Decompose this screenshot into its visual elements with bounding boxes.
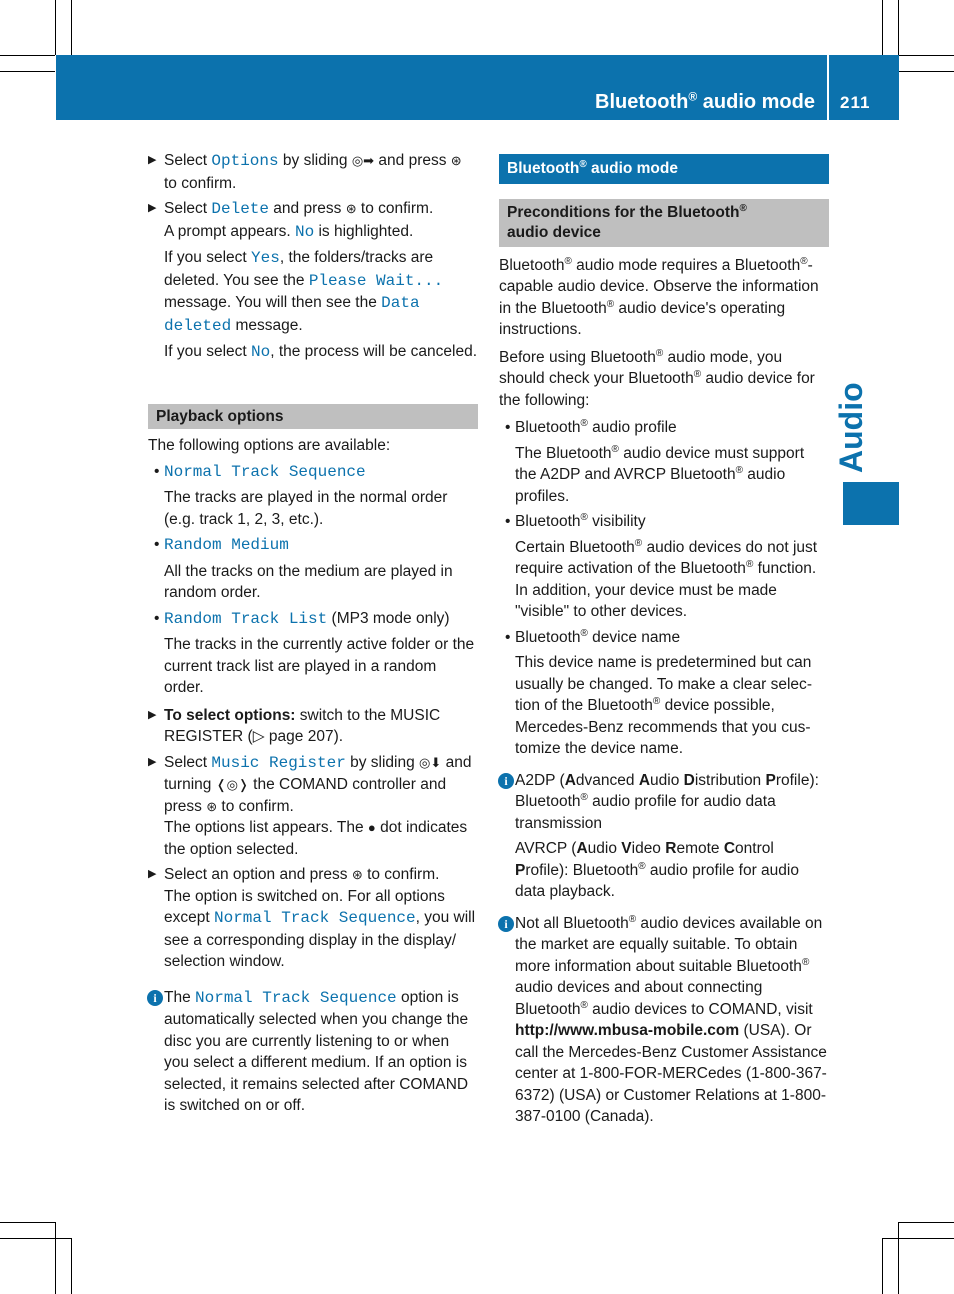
step-arrow-icon: ▶ bbox=[148, 868, 157, 880]
chapter-tab-label: Audio bbox=[833, 382, 869, 473]
crop-mark bbox=[899, 1222, 954, 1223]
list-item: • Bluetooth® visibility Certain Bluetooth® audio devices do not just require activation of the Bluetooth® function. In addition, your device must be made "visible" to other devices. bbox=[505, 511, 818, 620]
step-select-option: ▶ Select an option and press ⊛ to confirm. The option is switched on. For all options except Normal Track Sequence, you will see a corresponding display in the display/ selection window. bbox=[148, 866, 476, 970]
crop-mark bbox=[55, 1222, 56, 1294]
slide-right-icon: ◎➡ bbox=[351, 153, 375, 168]
list-item: • Bluetooth® audio profile The Bluetooth® audio device must support the A2DP and AVRCP Bluetooth® audio profiles. bbox=[505, 417, 805, 505]
crop-mark bbox=[882, 1238, 883, 1294]
page-number: 211 bbox=[840, 93, 871, 112]
turn-icon: ❬◎❭ bbox=[215, 777, 249, 792]
chapter-tab bbox=[843, 482, 899, 525]
left-column bbox=[148, 150, 478, 1117]
crop-mark bbox=[899, 55, 954, 56]
crop-mark bbox=[71, 1238, 72, 1294]
paragraph: Before using Bluetooth® audio mode, you should check your Bluetooth® audio device for the following: bbox=[499, 347, 815, 409]
list-item: • Random Track List (MP3 mode only) The tracks in the currently active folder or the current track list are played in a random order. bbox=[154, 609, 475, 696]
crop-mark bbox=[898, 1222, 899, 1294]
step-select-options: ▶ Select Options by sliding ◎➡ and press ⊛ to confirm. bbox=[148, 152, 462, 192]
step-arrow-icon: ▶ bbox=[148, 202, 157, 214]
info-note: i The Normal Track Sequence option is automatically selected when you change the disc you are currently listening to or when you select a different medium. If an option is selected, it remains selected after COMAND is switched on or off. bbox=[148, 987, 478, 1117]
crop-mark bbox=[0, 55, 55, 56]
slide-down-icon: ◎⬇ bbox=[419, 754, 442, 770]
subsection-heading-preconditions: Preconditions for the Bluetooth® audio device bbox=[499, 199, 829, 247]
intro-text: The following options are available: bbox=[148, 437, 391, 454]
page-header bbox=[56, 55, 899, 120]
crop-mark bbox=[0, 1222, 55, 1223]
info-note-profiles: i A2DP (Advanced Audio Distribution Profile): Bluetooth® audio profile for audio data transmission AVRCP (Audio Video Remote Control Profile): Bluetooth® audio profile for audio data playback. bbox=[499, 770, 829, 903]
press-icon: ⊛ bbox=[206, 798, 218, 814]
crop-mark bbox=[55, 0, 56, 55]
press-icon: ⊛ bbox=[351, 867, 363, 882]
info-icon: i bbox=[498, 773, 514, 789]
section-heading-playback: Playback options bbox=[148, 404, 478, 430]
crop-mark bbox=[882, 1238, 954, 1239]
header-divider bbox=[827, 55, 829, 120]
info-icon: i bbox=[147, 990, 163, 1006]
step-arrow-icon: ▶ bbox=[148, 755, 157, 768]
list-item: • Random Medium All the tracks on the medium are played in random order. bbox=[154, 536, 453, 601]
website-link[interactable]: http://www.mbusa-mobile.com bbox=[515, 1022, 740, 1039]
paragraph: Bluetooth® audio mode requires a Bluetooth®-capable audio device. Observe the information in the Bluetooth® audio device's operating instructions. bbox=[499, 255, 819, 338]
step-delete: ▶ Select Delete and press ⊛ to confirm. A prompt appears. No is highlighted. If you select Yes, the folders/tracks are deleted. You see the Please Wait... message. You will then see the Data deleted message. If you select No, the process will be canceled. bbox=[148, 200, 477, 361]
page-title: Bluetooth® audio mode bbox=[595, 89, 815, 113]
crop-mark bbox=[0, 1238, 71, 1239]
press-icon: ⊛ bbox=[450, 153, 462, 168]
info-note-devices: i Not all Bluetooth® audio devices available on the market are equally suitable. To obtain more information about suitable Bluetooth® audio devices and about connecting Bluetooth® audio devices to COMAND, visit http://www.mbusa-mobile.com (USA). Or call the Mercedes-Benz Customer Assistance center at 1-800-FOR-MERCedes (1-800-367-6372) (USA) or Customer Relations at 1-800-387-0100 (Canada). bbox=[499, 913, 829, 1128]
info-icon: i bbox=[498, 916, 514, 932]
dot-icon: ● bbox=[367, 820, 376, 835]
press-icon: ⊛ bbox=[345, 201, 357, 216]
step-arrow-icon: ▶ bbox=[148, 154, 157, 166]
crop-mark bbox=[882, 0, 883, 55]
right-column bbox=[499, 154, 829, 1128]
crop-mark bbox=[898, 0, 899, 55]
list-item: • Bluetooth® device name This device name is predetermined but can usually be changed. To make a clear selection of the Bluetooth® device possible, Mercedes-Benz recommends that you customize the device name. bbox=[505, 627, 812, 757]
list-item: • Normal Track Sequence The tracks are played in the normal order (e.g. track 1, 2, 3, etc.). bbox=[154, 462, 448, 528]
crop-mark bbox=[0, 71, 55, 72]
step-arrow-icon: ▶ bbox=[148, 708, 157, 721]
step-to-select-options: ▶ To select options: switch to the MUSIC REGISTER (▷ page 207). bbox=[148, 706, 441, 745]
step-music-register: ▶ Select Music Register by sliding ◎⬇ and turning ❬◎❭ the COMAND controller and press ⊛ to confirm. The options list appears. The ● dot indicates the option selected. bbox=[148, 753, 472, 858]
section-heading-bluetooth: Bluetooth® audio mode bbox=[499, 154, 829, 184]
crop-mark bbox=[899, 71, 954, 72]
crop-mark bbox=[71, 0, 72, 55]
